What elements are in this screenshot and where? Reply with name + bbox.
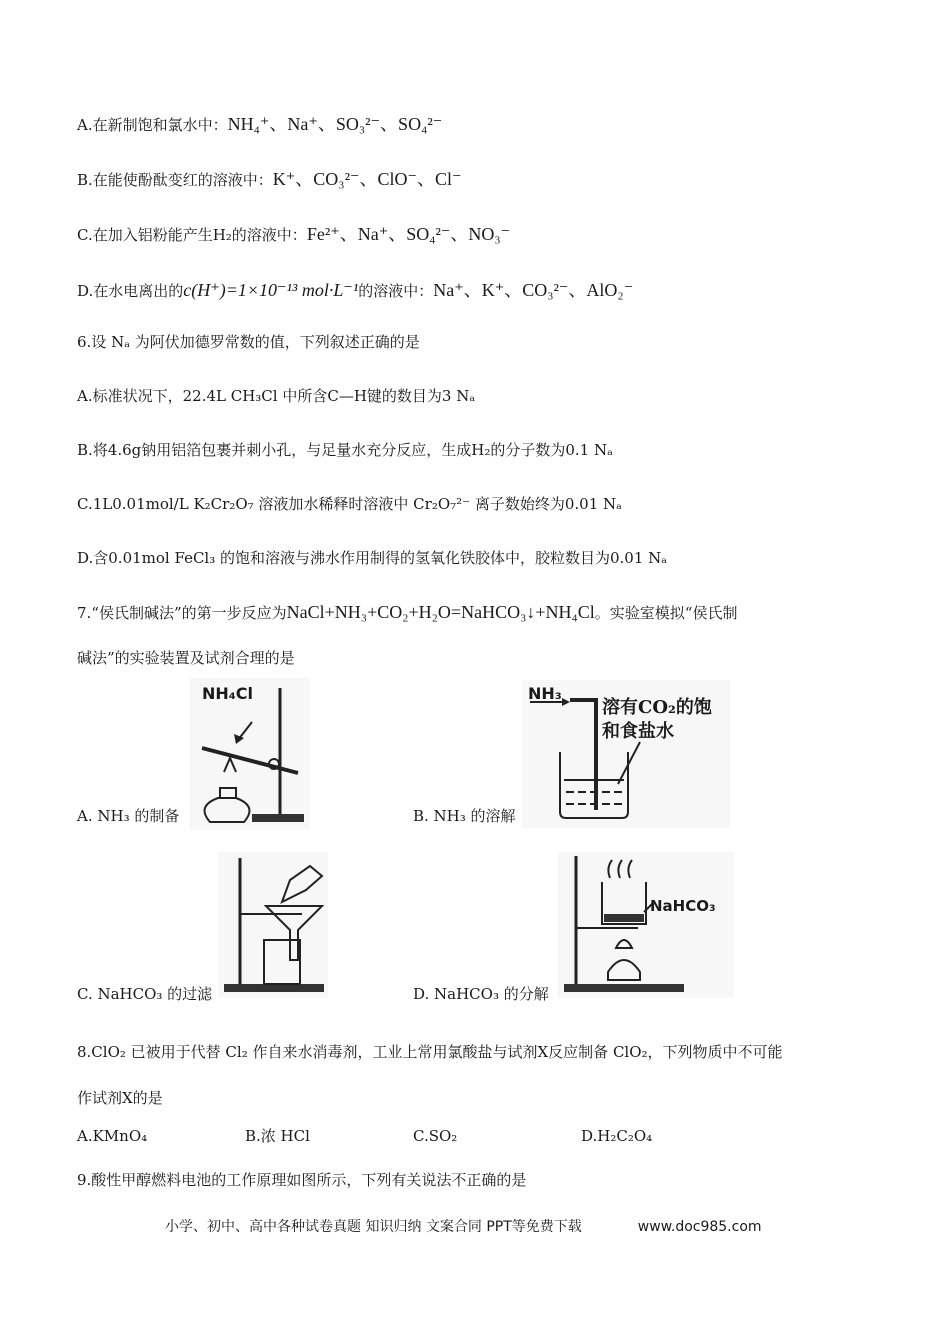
- reaction-equation: NaCl+NH₃+CO₂+H₂O=NaHCO₃↓+NH₄Cl: [286, 602, 595, 622]
- q7-stem: 7.“侯氏制碱法”的第一步反应为NaCl+NH₃+CO₂+H₂O=NaHCO₃↓+NH₄Cl。实验室模拟“侯氏制: [77, 602, 738, 622]
- q9-stem: 9.酸性甲醇燃料电池的工作原理如图所示，下列有关说法不正确的是: [77, 1171, 527, 1189]
- q6-option-c: C.1L0.01mol/L K₂Cr₂O₇ 溶液加水稀释时溶液中 Cr₂O₇²⁻ 离子数始终为0.01 Nₐ: [77, 495, 622, 513]
- q5-option-c: C.在加入铝粉能产生H₂的溶液中：Fe²⁺、Na⁺、SO₄²⁻、NO₃⁻: [77, 224, 511, 244]
- q6-option-b: B.将4.6g钠用铝箔包裹并刺小孔，与足量水充分反应，生成H₂的分子数为0.1 Nₐ: [77, 441, 613, 459]
- q8-option-b: B.浓 HCl: [245, 1127, 310, 1145]
- figure-b-nh3-dissolution: [522, 680, 730, 828]
- apparatus-d-drawing: [558, 852, 734, 998]
- figure-b-solution-label-2: 和食盐水: [602, 721, 674, 742]
- q6-stem: 6.设 Nₐ 为阿伏加德罗常数的值，下列叙述正确的是: [77, 333, 420, 351]
- figure-b-gas-label: NH₃: [528, 684, 562, 703]
- page-footer: [165, 1216, 762, 1236]
- q8-stem-line2: 作试剂X的是: [77, 1089, 163, 1107]
- figure-b-solution-label-1: 溶有CO₂的饱: [602, 697, 712, 718]
- q5-option-b: B.在能使酚酞变红的溶液中：K⁺、CO₃²⁻、ClO⁻、Cl⁻: [77, 169, 462, 189]
- q8-option-a: A.KMnO₄: [77, 1127, 148, 1145]
- footer-website-link[interactable]: www.doc985.com: [637, 1219, 762, 1235]
- q7-stem-line2: 碱法”的实验装置及试剂合理的是: [77, 649, 295, 667]
- q6-option-d: D.含0.01mol FeCl₃ 的饱和溶液与沸水作用制得的氢氧化铁胶体中，胶粒数目为0.01 Nₐ: [77, 549, 668, 567]
- footer-text: 小学、初中、高中各种试卷真题 知识归纳 文案合同 PPT等免费下载: [165, 1219, 582, 1235]
- figure-a-caption: A. NH₃ 的制备: [77, 807, 180, 825]
- q5-option-a: A.在新制饱和氯水中：NH₄⁺、Na⁺、SO₃²⁻、SO₄²⁻: [77, 114, 443, 134]
- figure-d-caption: D. NaHCO₃ 的分解: [413, 985, 549, 1003]
- figure-d-decomposition: [558, 852, 734, 998]
- figure-a-nh3-preparation: [190, 678, 310, 830]
- q8-stem: 8.ClO₂ 已被用于代替 Cl₂ 作自来水消毒剂，工业上常用氯酸盐与试剂X反应制备 ClO₂，下列物质中不可能: [77, 1043, 783, 1061]
- figure-c-caption: C. NaHCO₃ 的过滤: [77, 985, 213, 1003]
- q8-option-c: C.SO₂: [413, 1127, 458, 1145]
- figure-d-label: NaHCO₃: [650, 897, 716, 915]
- figure-c-filtration: [218, 852, 328, 998]
- figure-b-caption: B. NH₃ 的溶解: [413, 807, 516, 825]
- figure-a-label: NH₄Cl: [202, 684, 254, 703]
- apparatus-c-drawing: [218, 852, 328, 998]
- q6-option-a: A.标准状况下，22.4L CH₃Cl 中所含C—H键的数目为3 Nₐ: [77, 387, 476, 405]
- q8-option-d: D.H₂C₂O₄: [581, 1127, 653, 1145]
- q5-option-d: D.在水电离出的c(H⁺)=1×10⁻¹³ mol·L⁻¹的溶液中：Na⁺、K⁺、CO₃²⁻、AlO₂⁻: [77, 280, 634, 300]
